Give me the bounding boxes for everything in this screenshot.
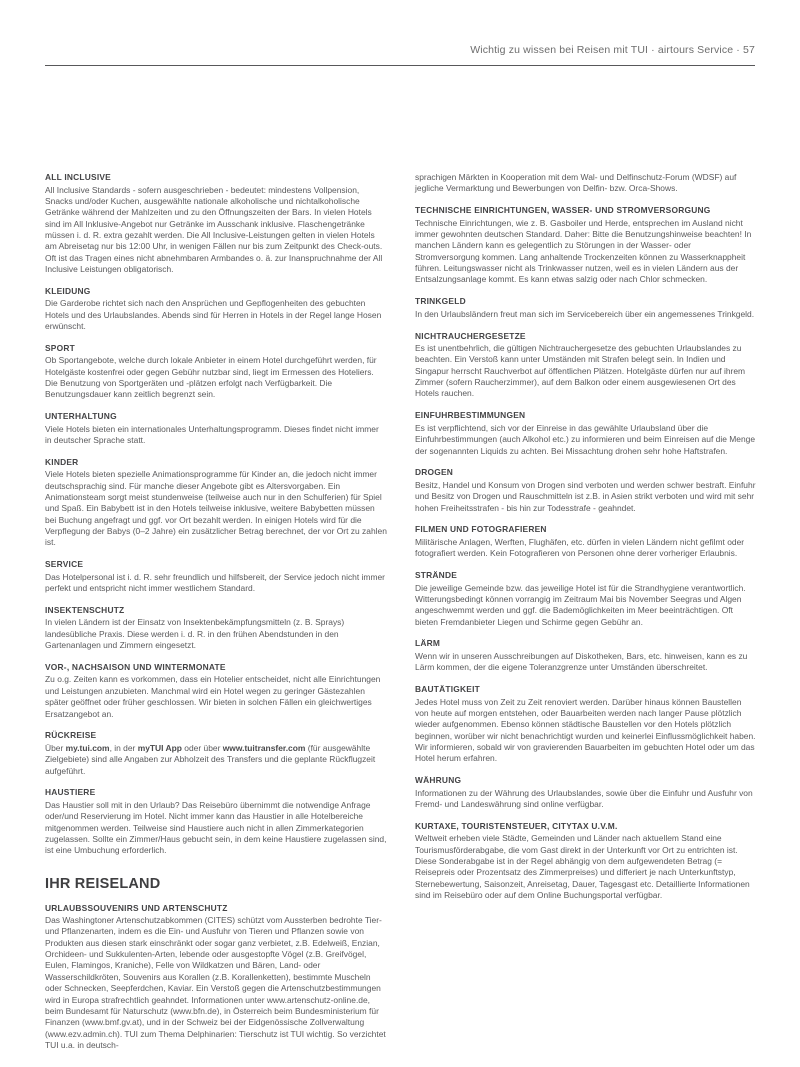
content-section	[415, 205, 757, 286]
header-title: Wichtig zu wissen bei Reisen mit TUI · airtours Service · 57	[470, 44, 755, 56]
content-section	[45, 662, 387, 720]
content-section	[415, 524, 757, 559]
content-section	[45, 411, 387, 446]
section-paragraph: Über my.tui.com, in der myTUI App oder über www.tuitransfer.com (für ausgewählte Zielgebiete) sind alle Angaben zur Abholzeit des Transfers und die geplante Rückflugzeit aufgeführt.	[45, 742, 376, 776]
content-section	[45, 730, 387, 777]
section-heading: UNTERHALTUNG	[45, 411, 117, 422]
section-heading: STRÄNDE	[415, 570, 458, 581]
section-paragraph: In vielen Ländern ist der Einsatz von Insektenbekämpfungsmitteln (z. B. Sprays) landesübliche Praxis. Diese werden i. d. R. in den frühen Abendstunden in den Gartenanlagen und Zimmern eingesetzt.	[45, 617, 345, 651]
section-heading: EINFUHRBESTIMMUNGEN	[415, 410, 526, 421]
section-paragraph: Besitz, Handel und Konsum von Drogen sind verboten und werden schwer bestraft. Einfuhr und Besitz von Drogen und Rauschmitteln ist z.B. in Asien strikt verboten und wird mit sehr hohen Freiheitsstrafen - bis hin zur Todesstrafe - geahndet.	[415, 479, 756, 513]
section-heading: FILMEN UND FOTOGRAFIEREN	[415, 524, 547, 535]
section-paragraph: Zu o.g. Zeiten kann es vorkommen, dass ein Hotelier entscheidet, nicht alle Einrichtungen und Leistungen anzubieten. Manchmal wird ein Hotel wegen zu geringer Gästezahlen später geöffnet oder früher geschlossen. Wir bieten in solchen Fällen ein gleichwertiges Ersatzangebot an.	[45, 674, 381, 719]
section-heading: KINDER	[45, 456, 79, 467]
section-paragraph: Ob Sportangebote, welche durch lokale Anbieter in einem Hotel durchgeführt werden, für Hotelgäste kostenfrei oder gegen Gebühr nutzbar sind, liegt im Ermessen des Hoteliers. Die Benutzung von Sportgeräten und -plätzen erfolgt nach Verfügbarkeit. Die Benutzungsdauer kann zeitlich begrenzt sein.	[45, 355, 377, 400]
section-paragraph: Weltweit erheben viele Städte, Gemeinden und Länder nach aktuellem Stand eine Tourismusförderabgabe, die vom Gast direkt in der Unterkunft vor Ort zu entrichten ist. Diese Sonderabgabe ist in der Regel abhängig von dem aufgewendeten Betrag (= Reisepreis oder Prozentsatz des Zimmerpreises) und differiert je nach Unterkunftstyp, Sternebewertung, Saisonzeit, Anreisetag, Dauer, Tagesgast etc. Detaillierte Informationen sind im Reisebüro oder auf dem Online Buchungsportal verfügbar.	[415, 833, 750, 901]
section-paragraph: Es ist unentbehrlich, die gültigen Nichtrauchergesetze des gebuchten Urlaubslandes zu beachten. Ein Verstoß kann unter Umständen mit Strafen belegt sein. In Indien und Singapur herrscht Rauchverbot auf öffentlichen Plätzen. Hotelgäste dürfen nur auf ihrem Zimmer (sofern Raucherzimmer), auf dem Balkon oder einem ausgewiesenen Ort des Hotels rauchen.	[415, 343, 746, 399]
page-header	[45, 44, 755, 70]
section-paragraph: Militärische Anlagen, Werften, Flughäfen, etc. dürfen in vielen Ländern nicht gefilmt oder fotografiert werden. Kein Fotografieren von Personen ohne derer vorheriger Erlaubnis.	[415, 536, 745, 559]
section-paragraph: Das Hotelpersonal ist i. d. R. sehr freundlich und hilfsbereit, der Service jedoch nicht immer perfekt und entspricht nicht immer westlichem Standard.	[45, 571, 385, 594]
content-section	[415, 821, 757, 902]
section-heading: INSEKTENSCHUTZ	[45, 604, 125, 615]
section-heading: DROGEN	[415, 467, 454, 478]
section-heading: WÄHRUNG	[415, 775, 462, 786]
content-section	[415, 570, 757, 628]
section-heading: KURTAXE, TOURISTENSTEUER, CITYTAX U.V.M.	[415, 820, 618, 831]
section-heading: TRINKGELD	[415, 296, 466, 307]
section-heading: LÄRM	[415, 638, 441, 649]
section-heading: KLEIDUNG	[45, 285, 91, 296]
content-section	[45, 172, 387, 275]
content-section	[415, 410, 757, 457]
section-paragraph: sprachigen Märkten in Kooperation mit dem Wal- und Delfinschutz-Forum (WDSF) auf jegliche Vermarktung und Bewerbungen von Delfin- bzw. Orca-Shows.	[415, 172, 737, 194]
left-column	[45, 172, 387, 1051]
content-section	[45, 343, 387, 401]
section-heading: SPORT	[45, 342, 75, 353]
section-paragraph: Viele Hotels bieten ein internationales Unterhaltungsprogramm. Dieses findet nicht immer in deutscher Sprache statt.	[45, 423, 379, 445]
content-section	[415, 684, 757, 765]
content-section	[45, 605, 387, 652]
section-paragraph: Die Garderobe richtet sich nach den Ansprüchen und Gepflogenheiten des gebuchten Hotels und des Urlaubslandes. Abends sind für Herren in Hotels in der Regel lange Hosen erwünscht.	[45, 298, 382, 331]
section-paragraph: Das Haustier soll mit in den Urlaub? Das Reisebüro übernimmt die notwendige Anfrage oder/und Reservierung im Hotel. Nicht immer kann das Haustier in alle Hotelbereiche mitgenommen werden. Teilweise sind Haustiere auch nicht in allen Zimmerkategorien zugelassen. Sollte ein Zimmer/Haus gebucht sein, in dem keine Haustiere zugelassen sind, ist eine Umbuchung erforderlich.	[45, 799, 387, 856]
section-heading: URLAUBSSOUVENIRS UND ARTENSCHUTZ	[45, 902, 228, 913]
section-heading: RÜCKREISE	[45, 730, 97, 741]
content-section	[415, 638, 757, 673]
section-heading: BAUTÄTIGKEIT	[415, 684, 480, 695]
content-section	[45, 787, 387, 856]
section-paragraph: Jedes Hotel muss von Zeit zu Zeit renoviert werden. Darüber hinaus können Baustellen von heute auf morgen entstehen, oder Bauarbeiten werden nach langer Pause plötzlich wieder aufgenommen. Ebenso können städtische Baustellen vor den Hotels plötzlich beginnen, worüber wir nicht benachrichtigt wurden und keinerlei Einflussmöglichkeit haben. Wir informieren, sobald wir von gravierenden Bauarbeiten im gebuchten Hotel oder um das Hotel herum erfahren.	[415, 696, 756, 764]
right-column	[415, 172, 757, 901]
section-heading: TECHNISCHE EINRICHTUNGEN, WASSER- UND STROMVERSORGUNG	[415, 205, 711, 216]
content-section	[45, 559, 387, 594]
section-paragraph: In den Urlaubsländern freut man sich im Servicebereich über ein angemessenes Trinkgeld.	[415, 308, 755, 319]
section-paragraph: Das Washingtoner Artenschutzabkommen (CITES) schützt vom Aussterben bedrohte Tier- und Pflanzenarten, indem es die Ein- und Ausfuhr von Tieren und Pflanzen sowie von Produkten aus diesen stark einschränkt oder sogar ganz verbietet, z.B. Edelweiß, Enzian, Orchideen- und Sukkulenten-Arten, lebende oder ausgestopfte Vögel (z.B. Greifvögel, Eulen, Flamingos, Kraniche), Felle von Wildkatzen und Bären, Land- oder Wasserschildkröten, Souvenirs aus Korallen (z.B. Korallenketten), bestimmte Muscheln oder Schnecken, Seepferdchen, Kaviar. Ein Verstoß gegen die Artenschutzbestimmungen wird in Europa strafrechtlich geahndet. Informationen unter www.artenschutz-online.de, beim Bundesamt für Naturschutz (www.bfn.de), in Österreich beim Bundesministerium für Finanzen (www.bmf.gv.at), und in der Schweiz bei der Eidgenössische Zollverwaltung (www.ezv.admin.ch). TUI zum Thema Delphinarien: Tierschutz ist TUI wichtig. So verzichtet TUI u.a. in deutsch-	[45, 915, 386, 1050]
header-divider	[45, 65, 755, 66]
section-paragraph: Viele Hotels bieten spezielle Animationsprogramme für Kinder an, die jedoch nicht immer deutschsprachig sind. Für manche dieser Angebote gibt es Altersvorgaben. Ein Animationsteam sorgt meist stundenweise (teilweise auch nur in den Schulferien) für Spiel und Spaß. Ein Babybett ist in den Hotels teilweise inklusive, weitere Babybetten müssen bei Buchung angefragt und ggf. vor Ort bezahlt werden. In einigen Hotels wird für die Verpflegung der Babys (0–2 Jahre) ein zusätzlicher Betrag berechnet, der vor Ort zu zahlen ist.	[45, 469, 387, 548]
section-heading: SERVICE	[45, 559, 84, 570]
content-section	[45, 457, 387, 549]
right-column-sections	[415, 172, 757, 901]
content-section	[415, 467, 757, 514]
left-column-sections	[45, 172, 387, 857]
section-heading: NICHTRAUCHERGESETZE	[415, 330, 526, 341]
body-columns	[45, 172, 760, 1051]
section-heading: VOR-, NACHSAISON UND WINTERMONATE	[45, 661, 226, 672]
section-paragraph: Informationen zu der Währung des Urlaubslandes, sowie über die Einfuhr und Ausfuhr von Fremd- und Landeswährung sind online verfügbar.	[415, 787, 753, 810]
content-section	[415, 296, 757, 320]
section-paragraph: All Inclusive Standards - sofern ausgeschrieben - bedeutet: mindestens Vollpension, Snacks und/oder Kuchen, ausgewählte nationale alkoholische und nichtalkoholische Getränke während der Mahlzeiten und zu den Öffnungszeiten der Bars. In vielen Hotels sind im All Inklusive-Angebot nur Getränke im Ausschank inklusive. Flaschengetränke müssen i. d. R. extra gezahlt werden. Die All Inclusive-Leistungen gelten in vielen Hotels am Abreisetag nur bis 12:00 Uhr, in wenigen Fällen nur bis zum Zeitpunkt des Check-outs. Oft ist das Tragen eines nicht abnehmbaren Armbandes o. ä. zur Inanspruchnahme der All Inclusive Leistungen obligatorisch.	[45, 184, 383, 274]
section-paragraph: Technische Einrichtungen, wie z. B. Gasboiler und Herde, entsprechen im Ausland nicht immer gewohnten deutschen Standard. Daher: Bitte die Benutzungshinweise beachten! In manchen Ländern kann es gelegentlich zu Störungen in der Wasser- oder Stromversorgung kommen. Lang anhaltende Trockenzeiten können zu Wasserknappheit führen. Leitungswasser nicht als Trinkwasser nutzen, weil es in vielen Ländern aus der Entsalzungsanlage kommt. Es kann etwas salzig oder nach Chlor schmecken.	[415, 217, 752, 285]
section-heading: HAUSTIERE	[45, 787, 96, 798]
content-section	[45, 903, 387, 1052]
left-column-sections-after-title	[45, 903, 387, 1052]
section-title-ihr-reiseland: IHR REISELAND	[45, 875, 161, 892]
section-paragraph: Wenn wir in unseren Ausschreibungen auf Diskotheken, Bars, etc. hinweisen, kann es zu Lärm kommen, der die eigene Toleranzgrenze unter Umständen überschreitet.	[415, 650, 748, 673]
section-paragraph: Die jeweilige Gemeinde bzw. das jeweilige Hotel ist für die Strandhygiene verantwortlich. Witterungsbedingt können vorrangig im Zeitraum Mai bis November Seegras und Algen angeschwemmt werden und ggf. die Bademöglichkeiten im Meer beeinträchtigen. Oft bieten Fremdanbieter Liegen und Schirme gegen Gebühr an.	[415, 582, 746, 627]
section-paragraph: Es ist verpflichtend, sich vor der Einreise in das gewählte Urlaubsland über die Einfuhrbestimmungen (auch Alkohol etc.) zu informieren und beim Einreisen auf die Menge der sogenannten Liquids zu achten. Bei Missachtung drohen sehr hohe Haftstrafen.	[415, 422, 756, 456]
content-section	[45, 286, 387, 333]
content-section	[415, 775, 757, 810]
content-section	[415, 172, 757, 195]
section-heading: ALL INCLUSIVE	[45, 172, 111, 182]
content-section	[415, 331, 757, 400]
